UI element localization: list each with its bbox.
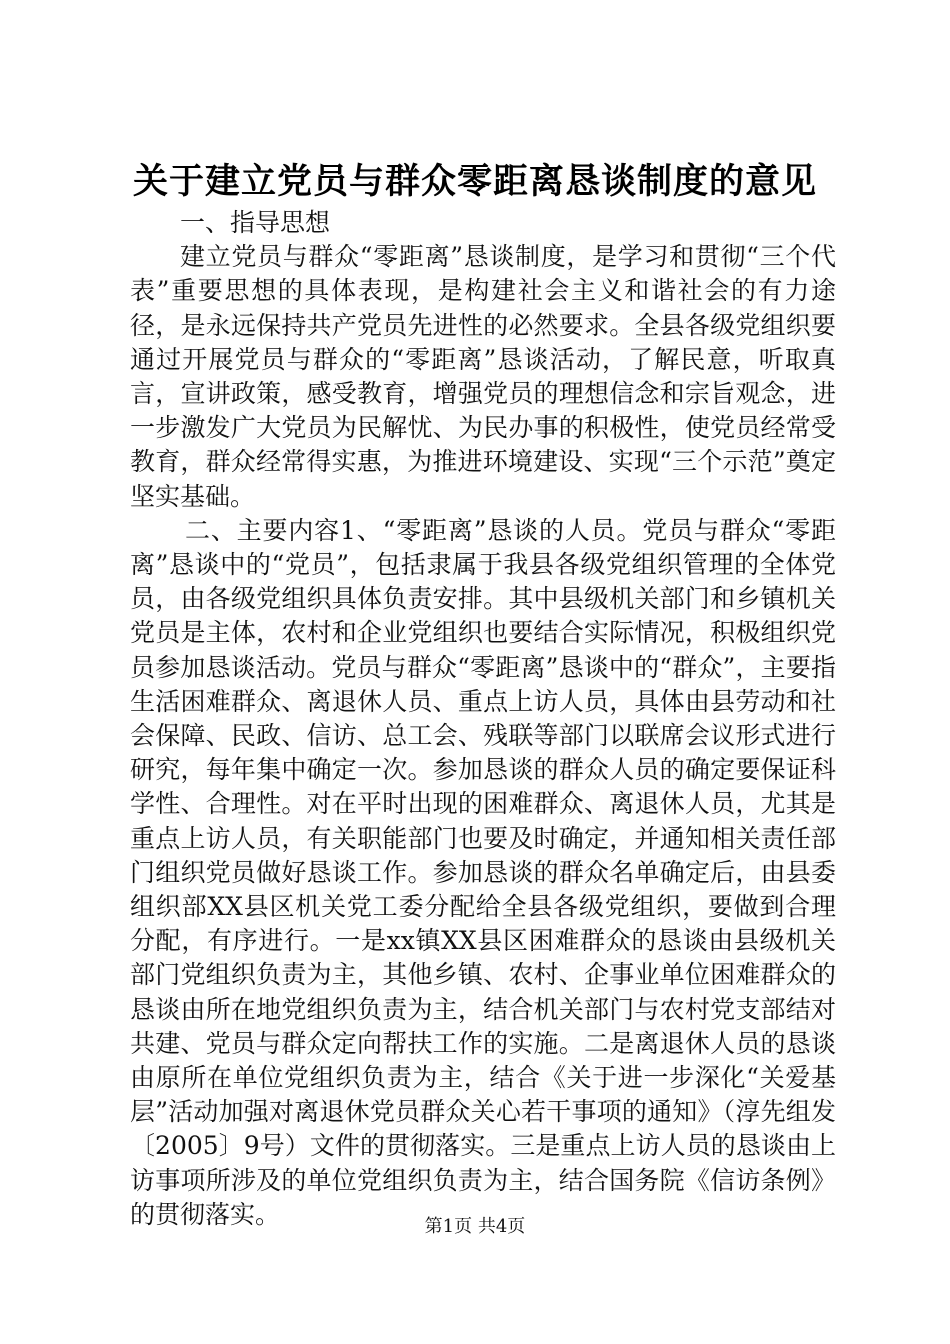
paragraph-main-content: 二、主要内容1、“零距离”恳谈的人员。党员与群众“零距离”恳谈中的“党员”，包括隶属于我县各级党组织管理的全体党员，由各级党组织具体负责安排。其中县级机关部门和乡镇机关党员是主体，农村和企业党组织也要结合实际情况，积极组织党员参加恳谈活动。党员与群众“零距离”恳谈中的“群众”，主要指生活困难群众、离退休人员、重点上访人员，具体由县劳动和社会保障、民政、信访、总工会、残联等部门以联席会议形式进行研究，每年集中确定一次。参加恳谈的群众人员的确定要保证科学性、合理性。对在平时出现的困难群众、离退休人员，尤其是重点上访人员，有关职能部门也要及时确定，并通知相关责任部门组织党员做好恳谈工作。参加恳谈的群众名单确定后，由县委组织部XX县区机关党工委分配给全县各级党组织，要做到合理分配，有序进行。一是xx镇XX县区困难群众的恳谈由县级机关部门党组织负责为主，其他乡镇、农村、企事业单位困难群众的恳谈由所在地党组织负责为主，结合机关部门与农村党支部结对共建、党员与群众定向帮扶工作的实施。二是离退休人员的恳谈由原所在单位党组织负责为主，结合《关于进一步深化“关爱基层”活动加强对离退休党员群众关心若干事项的通知》（淳先组发〔2005〕9号）文件的贯彻落实。三是重点上访人员的恳谈由上访事项所涉及的单位党组织负责为主，结合国务院《信访条例》的贯彻落实。 xyxy=(130,515,836,1229)
section-heading-guiding-thought: 一、指导思想 xyxy=(180,208,331,237)
page-number-footer: 第1页 共4页 xyxy=(424,1216,526,1237)
paragraph-guiding-thought: 建立党员与群众“零距离”恳谈制度，是学习和贯彻“三个代表”重要思想的具体表现，是构建社会主义和谐社会的有力途径，是永远保持共产党员先进性的必然要求。全县各级党组织要通过开展党员与群众的“零距离”恳谈活动，了解民意，听取真言，宣讲政策，感受教育，增强党员的理想信念和宗旨观念，进一步激发广大党员为民解忧、为民办事的积极性，使党员经常受教育，群众经常得实惠，为推进环境建设、实现“三个示范”奠定坚实基础。 xyxy=(130,242,836,511)
document-title: 关于建立党员与群众零距离恳谈制度的意见 xyxy=(132,161,817,202)
document-body xyxy=(130,206,836,1232)
